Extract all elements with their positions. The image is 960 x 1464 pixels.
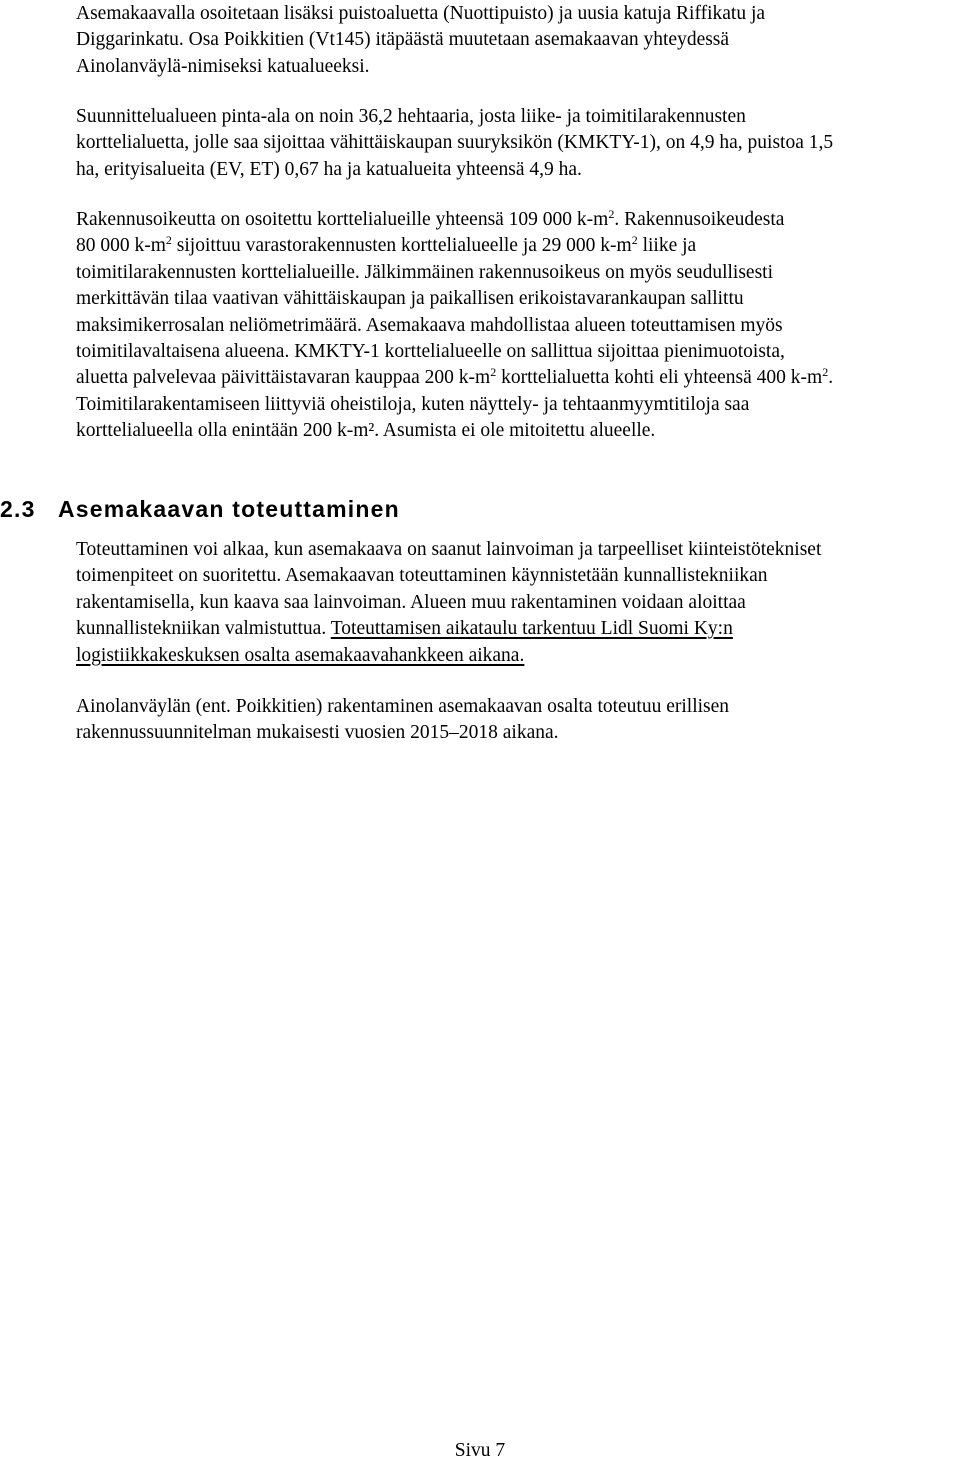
building-rights-paragraph — [76, 207, 833, 445]
text-line — [76, 365, 833, 391]
text-line: Ainolanväylän (ent. Poikkitien) rakentaminen asemakaavan osalta toteutuu erillisen — [76, 696, 730, 717]
text-line: maksimikerrosalan neliömetrimäärä. Asemakaava mahdollistaa alueen toteuttamisen myös — [76, 314, 783, 336]
text-line — [76, 643, 821, 669]
section-title: Asemakaavan toteuttaminen — [58, 496, 400, 522]
text-line: toimitilarakennusten korttelialueille. Jälkimmäinen rakennusoikeus on myös seudullisesti — [76, 261, 773, 283]
text-line: toimenpiteet on suoritettu. Asemakaavan toteuttaminen käynnistetään kunnallistekniikan — [76, 565, 768, 587]
text-line: Diggarinkatu. Osa Poikkitien (Vt145) itäpäästä muutetaan asemakaavan yhteydessä — [76, 29, 730, 51]
road-paragraph — [76, 694, 729, 747]
superscript: 2 — [490, 365, 497, 380]
text-line: toimitilavaltaisena alueena. KMKTY-1 korttelialueelle on sallittua sijoittaa pienimuotoista, — [76, 341, 785, 363]
superscript: 2 — [165, 233, 172, 248]
text-span: korttelialuetta kohti eli yhteensä 400 k-m — [496, 367, 823, 389]
text-line: Suunnittelualueen pinta-ala on noin 36,2 hehtaaria, josta liike- ja toimitilarakennusten — [76, 106, 746, 127]
section-number: 2.3 — [0, 496, 36, 522]
text-line: rakennussuunnitelman mukaisesti vuosien 2015–2018 aikana. — [76, 722, 559, 744]
text-line: Toteuttaminen voi alkaa, kun asemakaava on saanut lainvoiman ja tarpeelliset kiinteistötekniset — [76, 539, 822, 560]
underlined-text: Toteuttamisen aikataulu tarkentuu Lidl Suomi Ky:n — [330, 618, 733, 640]
intro-paragraph — [76, 1, 765, 80]
text-line: Asemakaavalla osoitetaan lisäksi puistoaluetta (Nuottipuisto) ja uusia katuja Riffikatu ja — [76, 3, 766, 24]
text-span: . — [828, 367, 834, 389]
text-span: liike ja — [637, 235, 697, 257]
text-line: Toimitilarakentamiseen liittyviä oheistiloja, kuten näyttely- ja tehtaanmyymtitiloja saa — [76, 393, 750, 415]
text-line: korttelialueella olla enintään 200 k-m². Asumista ei ole mitoitettu alueelle. — [76, 420, 656, 442]
text-line: rakentamisella, kun kaava saa lainvoiman. Alueen muu rakentaminen voidaan aloittaa — [76, 591, 746, 613]
area-paragraph — [76, 104, 833, 183]
text-line — [76, 233, 833, 259]
superscript: 2 — [631, 233, 638, 248]
text-line — [76, 616, 821, 642]
implementation-paragraph — [76, 537, 821, 669]
page-number: Sivu 7 — [454, 1440, 506, 1461]
text-line: merkittävän tilaa vaativan vähittäiskaupan ja paikallisen erikoistavarankaupan sallittu — [76, 288, 744, 310]
text-line — [76, 207, 833, 233]
text-span: kunnallistekniikan valmistuttua. — [76, 618, 331, 640]
superscript: 2 — [822, 365, 829, 380]
text-span: sijoittuu varastorakennusten korttelialueelle ja 29 000 k-m — [171, 235, 632, 257]
text-span: . Rakennusoikeudesta — [614, 209, 785, 230]
superscript: 2 — [608, 207, 615, 221]
section-heading — [0, 494, 400, 524]
text-line: Ainolanväylä-nimiseksi katualueeksi. — [76, 55, 370, 77]
text-line: ha, erityisalueita (EV, ET) 0,67 ha ja katualueita yhteensä 4,9 ha. — [76, 158, 582, 180]
text-span: Rakennusoikeutta on osoitettu korttelialueille yhteensä 109 000 k-m — [76, 209, 609, 230]
text-span: 80 000 k-m — [76, 235, 166, 257]
text-line: korttelialuetta, jolle saa sijoittaa vähittäiskaupan suuryksikön (KMKTY-1), on 4,9 ha, puistoa 1,5 — [76, 132, 834, 154]
text-span: aluetta palvelevaa päivittäistavaran kauppaa 200 k-m — [76, 367, 491, 389]
underlined-text: logistiikkakeskuksen osalta asemakaavahankkeen aikana. — [76, 644, 525, 666]
